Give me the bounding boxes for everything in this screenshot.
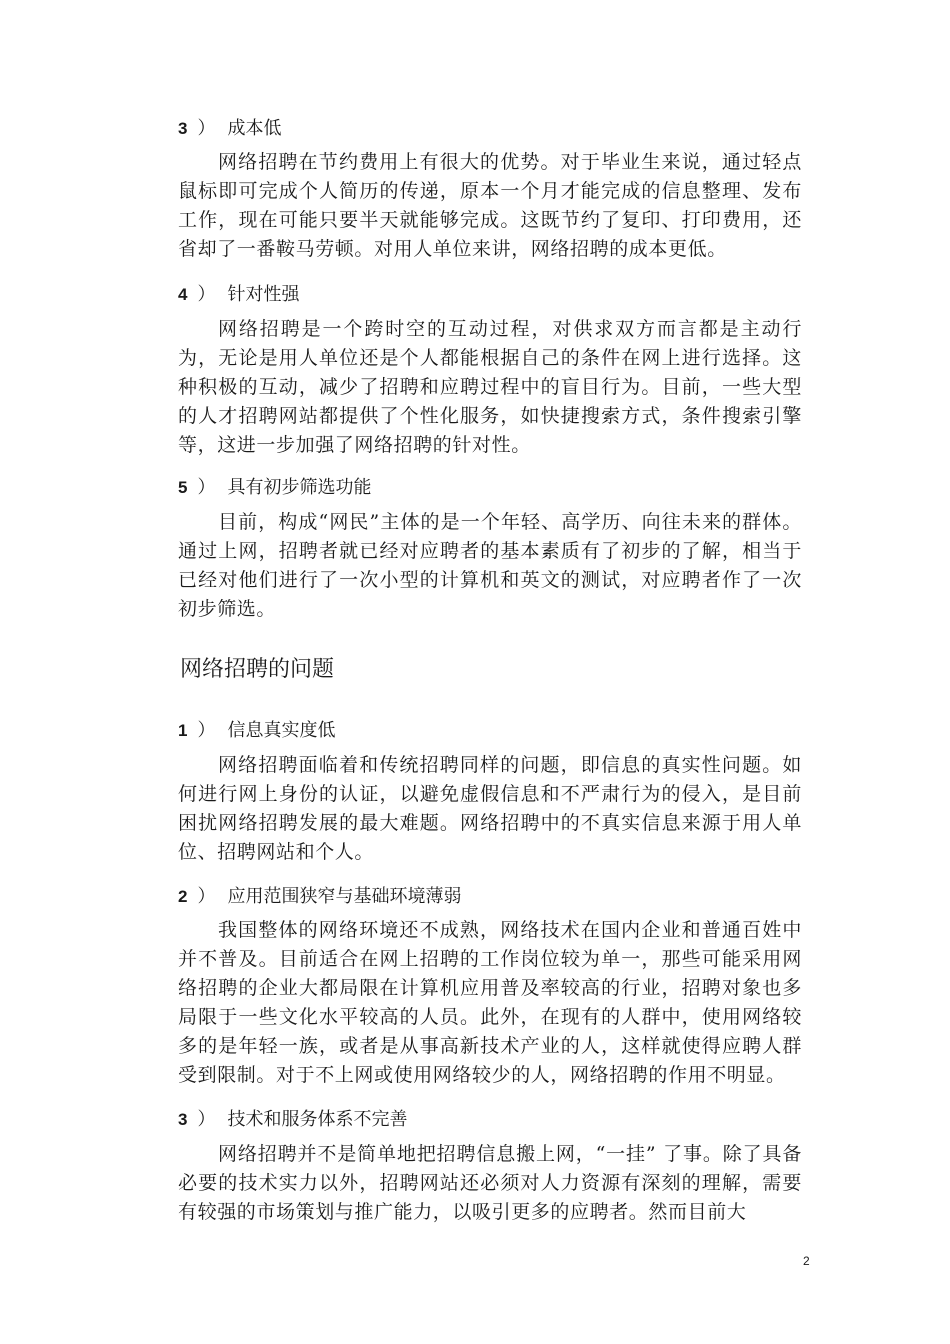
item-paren: ） [197,118,216,139]
item-number: 5 [178,478,188,497]
item-number: 3 [178,119,188,138]
item-paragraph: 网络招聘在节约费用上有很大的优势。对于毕业生来说，通过轻点鼠标即可完成个人简历的传递，原本一个月才能完成的信息整理、发布工作，现在可能只要半天就能够完成。这既节约了复印、打印费用，还省却了一番鞍马劳顿。对用人单位来讲，网络招聘的成本更低。 [178,151,802,260]
section-title: 网络招聘的问题 [180,657,335,682]
item-title: 成本低 [227,118,282,139]
item-paren: ） [197,284,216,305]
item-paren: ） [197,1109,216,1130]
item-paragraph: 网络招聘是一个跨时空的互动过程，对供求双方而言都是主动行为，无论是用人单位还是个人都能根据自己的条件在网上进行选择。这种积极的互动，减少了招聘和应聘过程中的盲目行为。目前，一些大型的人才招聘网站都提供了个性化服务，如快捷搜索方式，条件搜索引擎等，这进一步加强了网络招聘的针对性。 [178,318,802,456]
item-title: 针对性强 [227,284,300,305]
page-number: 2 [803,1254,810,1268]
item-number: 4 [178,285,188,304]
item-title: 具有初步筛选功能 [227,477,372,498]
item-heading [178,282,299,308]
item-title: 应用范围狭窄与基础环境薄弱 [227,886,462,907]
item-heading [178,884,461,910]
item-paren: ） [197,886,216,907]
item-heading [178,116,281,142]
item-number: 2 [178,887,188,906]
item-heading [178,1107,407,1133]
item-title: 信息真实度低 [227,720,336,741]
item-paren: ） [197,477,216,498]
item-heading [178,718,335,744]
item-paragraph: 网络招聘并不是简单地把招聘信息搬上网，“一挂” 了事。除了具备必要的技术实力以外，招聘网站还必须对人力资源有深刻的理解，需要有较强的市场策划与推广能力，以吸引更多的应聘者。然而目前大 [178,1143,802,1223]
item-paragraph: 网络招聘面临着和传统招聘同样的问题，即信息的真实性问题。如何进行网上身份的认证，以避免虚假信息和不严肃行为的侵入，是目前困扰网络招聘发展的最大难题。网络招聘中的不真实信息来源于用人单位、招聘网站和个人。 [178,754,802,863]
item-paren: ） [197,720,216,741]
item-number: 3 [178,1110,188,1129]
item-paragraph: 目前，构成“网民”主体的是一个年轻、高学历、向往未来的群体。通过上网，招聘者就已经对应聘者的基本素质有了初步的了解，相当于已经对他们进行了一次小型的计算机和英文的测试，对应聘者作了一次初步筛选。 [178,511,802,620]
item-number: 1 [178,721,188,740]
item-paragraph: 我国整体的网络环境还不成熟，网络技术在国内企业和普通百姓中并不普及。目前适合在网上招聘的工作岗位较为单一，那些可能采用网络招聘的企业大都局限在计算机应用普及率较高的行业，招聘对象也多局限于一些文化水平较高的人员。此外，在现有的人群中，使用网络较多的是年轻一族，或者是从事高新技术产业的人，这样就使得应聘人群受到限制。对于不上网或使用网络较少的人，网络招聘的作用不明显。 [178,919,802,1086]
item-heading [178,475,371,501]
item-title: 技术和服务体系不完善 [227,1109,408,1130]
